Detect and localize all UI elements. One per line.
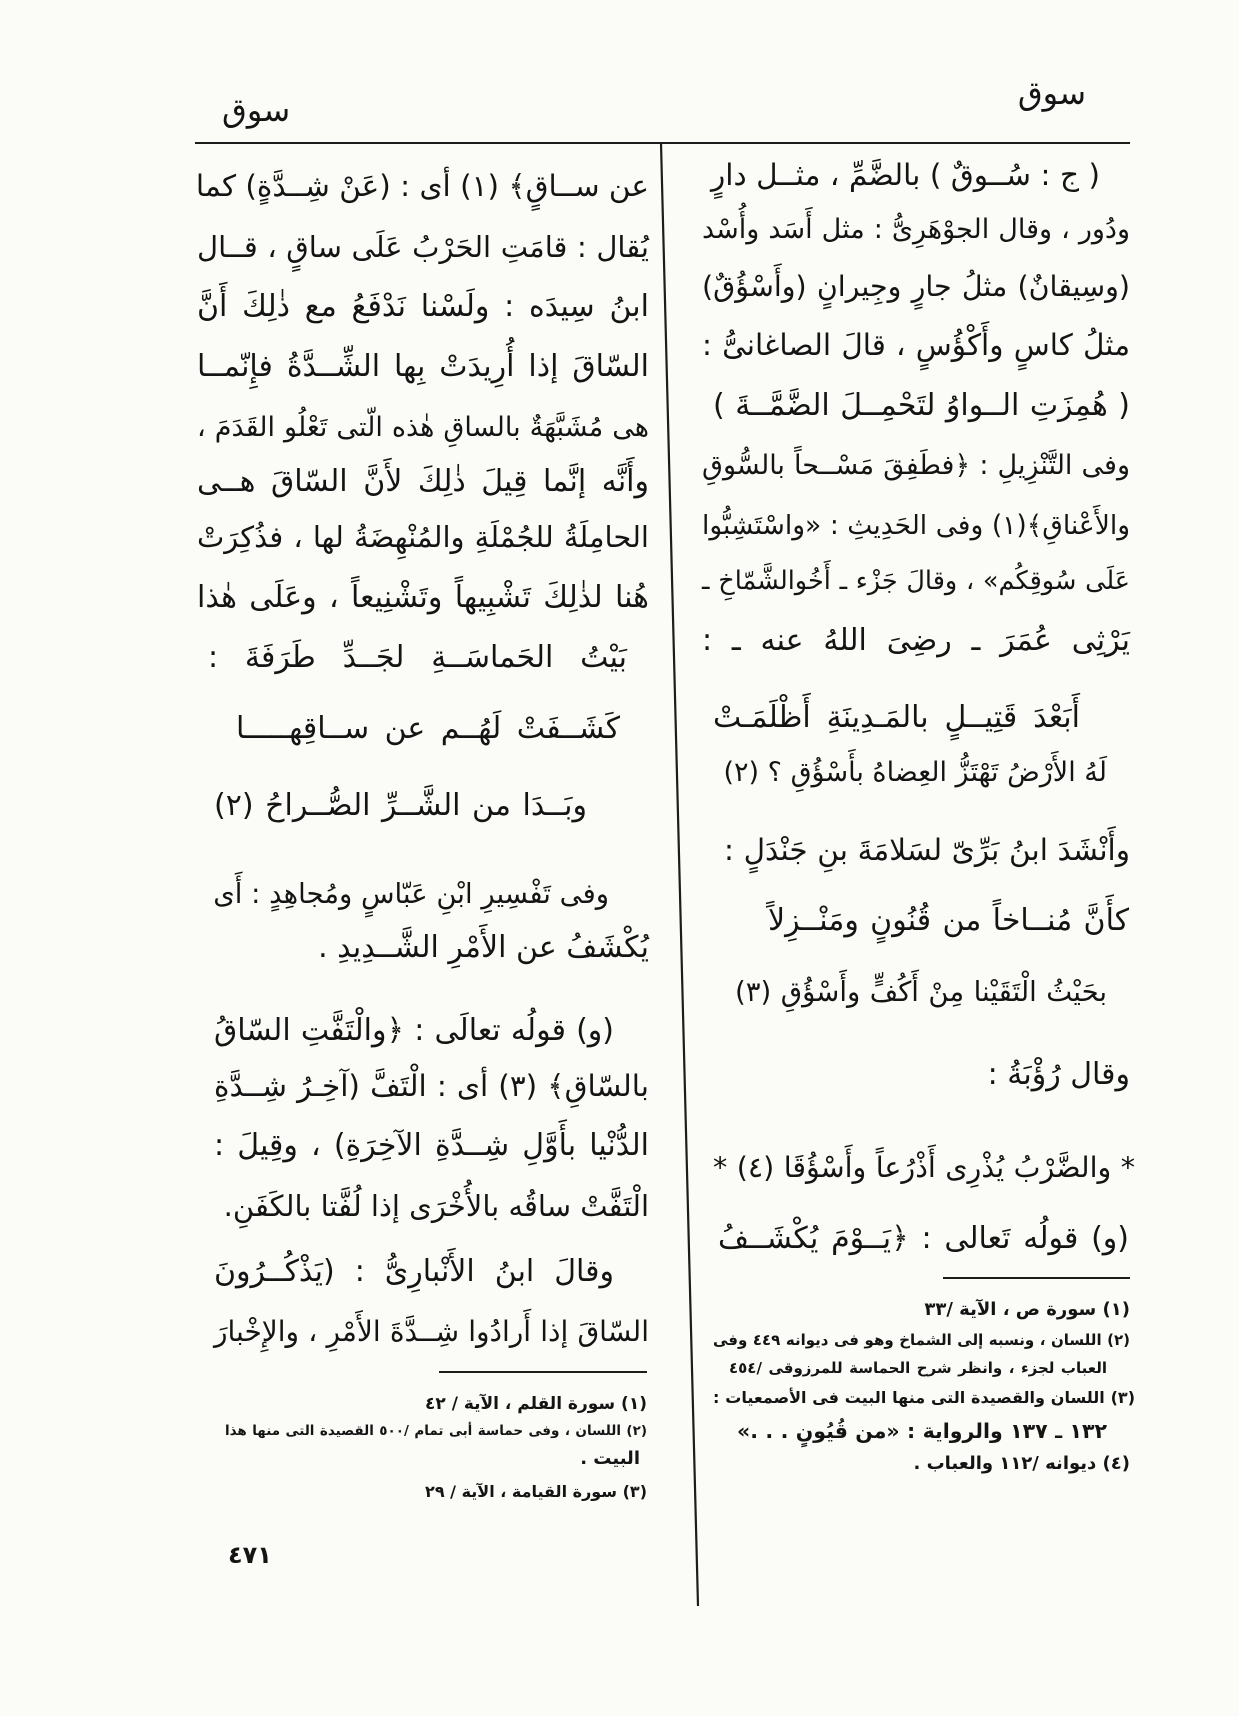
text-line: ابنُ سِيدَه : ولَسْنا نَدْفَعُ مع ذٰلِكَ أَنَّ (197, 289, 649, 324)
text-line: (و) قولُه تعالَى : ﴿والْتَفَّتِ السّاقُ (214, 1013, 614, 1048)
poem-verse: كأَنَّ مُنــاخاً من قُنُونٍ ومَنْــزِلاً (768, 903, 1129, 938)
text-line: يُكْشَفُ عن الأَمْرِ الشَّــدِيدِ . (318, 930, 649, 965)
footnote-rule (439, 1371, 647, 1373)
text-line: السّاقَ إذا أَرادُوا شِــدَّةَ الأَمْرِ ، والإِخْبارَ (214, 1315, 649, 1348)
poem-verse: لَهُ الأَرْضُ تَهْتَزُّ العِضاهُ بأَسْؤُقِ ؟ (٢) (723, 757, 1107, 788)
text-line: الحامِلَةُ للجُمْلَةِ والمُنْهِضَةُ لها ، فذُكِرَتْ (197, 520, 649, 554)
text-line: السّاقَ إذا أُرِيدَتْ بِها الشِّــدَّةُ فإِنّمــا (197, 349, 649, 384)
text-line: يُقال : قامَتِ الحَرْبُ عَلَى ساقٍ ، قــال (197, 230, 649, 264)
text-line: وأَنْشَدَ ابنُ بَرِّىّ لسَلامَةَ بنِ جَنْدَلٍ : (724, 833, 1130, 867)
header-rule (195, 142, 1130, 144)
text-line: (و) قولُه تَعالى : ﴿يَــوْمَ يُكْشَــفُ (718, 1221, 1129, 1256)
footnote-rule (943, 1277, 1130, 1279)
footnote: (٣) سورة القيامة ، الآية / ٢٩ (425, 1482, 647, 1501)
footnote: (٢) اللسان ، ونسبه إلى الشماخ وهو فى ديوانه ٤٤٩ وفى (713, 1331, 1130, 1349)
text-line: بالسّاقِ﴾ (٣) أى : الْتَفَّ (آخِـرُ شِــدَّةِ (214, 1069, 649, 1103)
footnote: (٤) ديوانه /١١٢ والعباب . (913, 1453, 1130, 1474)
poem-verse: أَبَعْدَ قَتِيــلٍ بالمَـدِينَةِ أَظْلَمَـتْ (713, 700, 1080, 735)
text-line: الدُّنْيا بأَوَّلِ شِــدَّةِ الآخِرَةِ) ، وقِيلَ : (214, 1128, 649, 1163)
text-line: يَرْثِى عُمَرَ ـ رضِىَ اللهُ عنه ـ : (702, 623, 1130, 658)
text-line: (وسِيقانٌ) مثلُ جارٍ وجِيرانٍ (وأَسْؤُقٌ) (702, 270, 1130, 303)
poem-verse: وبَــدَا من الشَّــرِّ الصُّــراحُ (٢) (214, 788, 587, 823)
page-number: ٤٧١ (228, 1541, 272, 1569)
text-line: عن ســاقٍ﴾ (١) أى : (عَنْ شِــدَّةٍ) كما (195, 169, 649, 203)
footnote: (٣) اللسان والقصيدة التى منها البيت فى الأصمعيات : (713, 1388, 1135, 1407)
text-line: ( ج : سُــوقٌ ) بالضَّمِّ ، مثــل دارٍ (711, 158, 1100, 192)
poem-verse: كَشَــفَتْ لَهُــم عن ســاقِهـــــا (236, 711, 620, 746)
text-line: هى مُشَبَّهَةٌ بالساقِ هٰذه الّتى تَعْلُو القَدَمَ ، (197, 412, 649, 443)
text-line: ( هُمِزَتِ الــواوُ لتَحْمِــلَ الضَّمَّــةَ ) (713, 388, 1130, 423)
text-line: ودُور ، وقال الجوْهَرِىُّ : مثل أَسَد وأُسْد (702, 214, 1130, 245)
text-line: بَيْتُ الحَماسَــةِ لجَــدِّ طَرَفَةَ : (208, 640, 627, 675)
footnote: العباب لجزء ، وانظر شرح الحماسة للمرزوقى /٤٥٤ (729, 1359, 1107, 1377)
text-line: وأَنَّه إنَّما قِيلَ ذٰلِكَ لأَنَّ السّاقَ هــى (197, 464, 649, 499)
text-line: وقال رُؤْبَةُ : (987, 1057, 1130, 1092)
text-line: وفى تَفْسِيرِ ابْنِ عَبّاسٍ ومُجاهِدٍ : أَى (213, 878, 609, 910)
running-header-right: سوق (1017, 74, 1086, 112)
running-header-left: سوق (222, 91, 291, 129)
footnote: (١) سورة ص ، الآية /٣٣ (924, 1299, 1130, 1320)
text-line: الْتَفَّتْ ساقُه بالأُخْرَى إذا لُفَّتا بالكَفَنِ. (223, 1189, 649, 1223)
poem-verse: * والضَّرْبُ يُذْرِى أَذْرُعاً وأَسْؤُقَا (٤) * (713, 1151, 1135, 1184)
footnote: (١) سورة القلم ، الآية / ٤٢ (425, 1394, 647, 1414)
text-line: هُنا لذٰلِكَ تَشْبِيهاً وتَشْنِيعاً ، وعَلَى هٰذا (197, 580, 649, 615)
text-line: والأَعْناقِ﴾(١) وفى الحَدِيثِ : «واسْتَشِبُّوا (702, 510, 1130, 541)
text-line: عَلَى سُوقِكُم» ، وقالَ جَزْء ـ أَخُوالشَّمّاخِ ـ (702, 566, 1130, 596)
footnote: ١٣٢ ـ ١٣٧ والرواية : «من قُيُونٍ . . .» (737, 1419, 1108, 1443)
text-line: مثلُ كاسٍ وأَكْؤُسٍ ، قالَ الصاغانىُّ : (702, 328, 1130, 362)
text-line: وقالَ ابنُ الأَنْبارِىُّ : (يَذْكُــرُونَ (214, 1254, 614, 1289)
poem-verse: بحَيْثُ الْتَقَيْنا مِنْ أَكُفٍّ وأَسْؤُقِ (٣) (735, 976, 1107, 1008)
text-line: وفى التَّنْزِيلِ : ﴿فطَفِقَ مَسْــحاً بالسُّوقِ (702, 450, 1130, 481)
footnote: البيت . (580, 1448, 640, 1469)
footnote: (٢) اللسان ، وفى حماسة أبى تمام /٥٠٠ القصيدة التى منها هذا (225, 1423, 647, 1439)
